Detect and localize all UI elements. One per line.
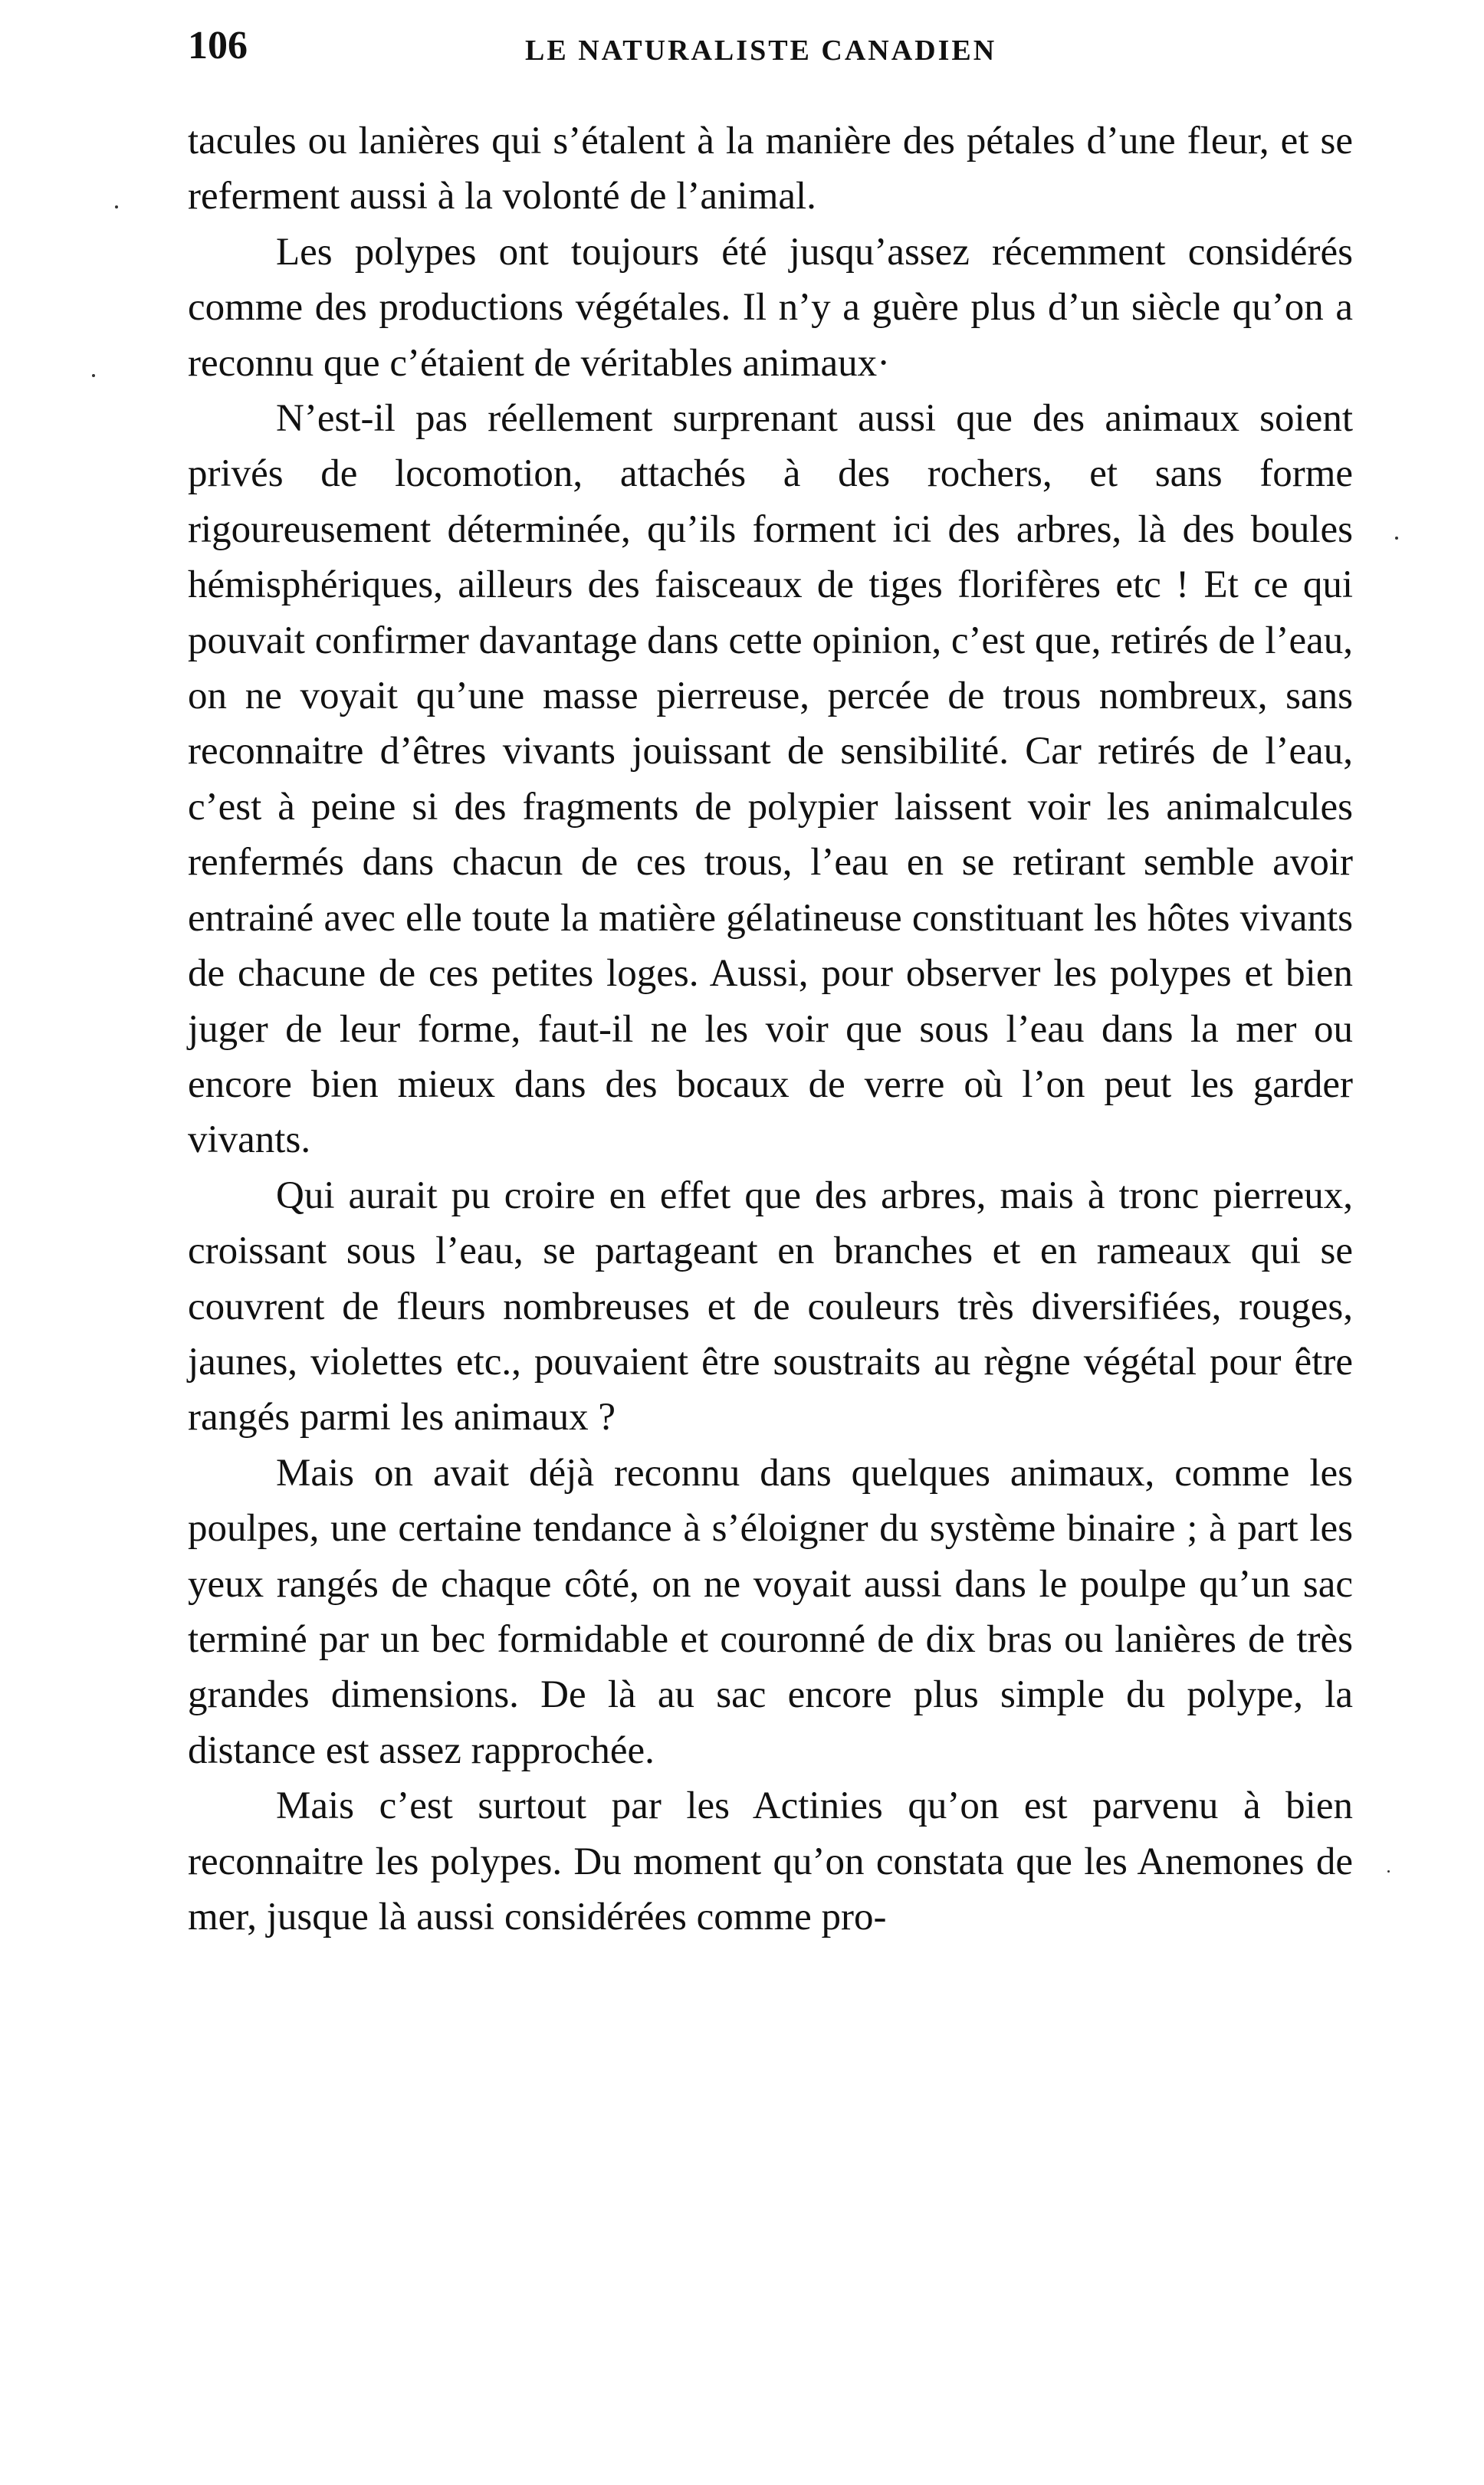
paragraph: Mais c’est surtout par les Actinies qu’on est parvenu à bien reconnaitre les polypes. Du moment qu’on constata que les Anemones de mer, jusque là aussi considérées comme pro-	[188, 1784, 1353, 1938]
paragraph: Mais on avait déjà reconnu dans quelques animaux, comme les poulpes, une certaine tendance à s’éloigner du système binaire ; à part les yeux rangés de chaque côté, on ne voyait aussi dans le poulpe qu’un sac terminé par un bec formidable et couronné de dix bras ou lanières de très grandes dimensions. De là au sac encore plus simple du polype, la distance est assez rapprochée.	[188, 1451, 1353, 1772]
paragraph: N’est-il pas réellement surprenant aussi que des animaux soient privés de locomotion, attachés à des rochers, et sans forme rigoureusement déterminée, qu’ils forment ici des arbres, là des boules hémisphériques, ailleurs des faisceaux de tiges florifères etc ! Et ce qui pouvait confirmer davantage dans cette opinion, c’est que, retirés de l’eau, on ne voyait qu’une masse pierreuse, percée de trous nombreux, sans reconnaitre d’êtres vivants jouissant de sensibilité. Car retirés de l’eau, c’est à peine si des fragments de polypier laissent voir les animalcules renfermés dans chacun de ces trous, l’eau en se retirant semble avoir entrainé avec elle toute la matière gélatineuse constituant les hôtes vivants de chacune de ces petites loges. Aussi, pour observer les polypes et bien juger de leur forme, faut-il ne les voir que sous l’eau dans la mer ou encore bien mieux dans des bocaux de verre où l’on peut les garder vivants.	[188, 397, 1353, 1162]
print-speck	[1395, 537, 1398, 540]
print-speck	[115, 205, 118, 208]
print-speck	[92, 374, 95, 377]
page-number: 106	[188, 24, 248, 67]
paragraph: Qui aurait pu croire en effet que des arbres, mais à tronc pierreux, croissant sous l’eau, se partageant en branches et en rameaux qui se couvrent de fleurs nombreuses et de couleurs très diversifiées, rouges, jaunes, violettes etc., pouvaient être soustraits au règne végétal pour être rangés parmi les animaux ?	[188, 1174, 1353, 1439]
print-speck	[1387, 1870, 1390, 1873]
running-head	[188, 23, 1353, 77]
body-text	[188, 113, 1353, 1945]
paragraph: Les polypes ont toujours été jusqu’assez récemment considérés comme des productions végétales. Il n’y a guère plus d’un siècle qu’on a reconnu que c’étaient de véritables animaux·	[188, 230, 1353, 385]
journal-title: LE NATURALISTE CANADIEN	[525, 34, 997, 67]
paragraph-continued: tacules ou lanières qui s’étalent à la manière des pétales d’une fleur, et se referment aussi à la volonté de l’animal.	[188, 120, 1353, 218]
